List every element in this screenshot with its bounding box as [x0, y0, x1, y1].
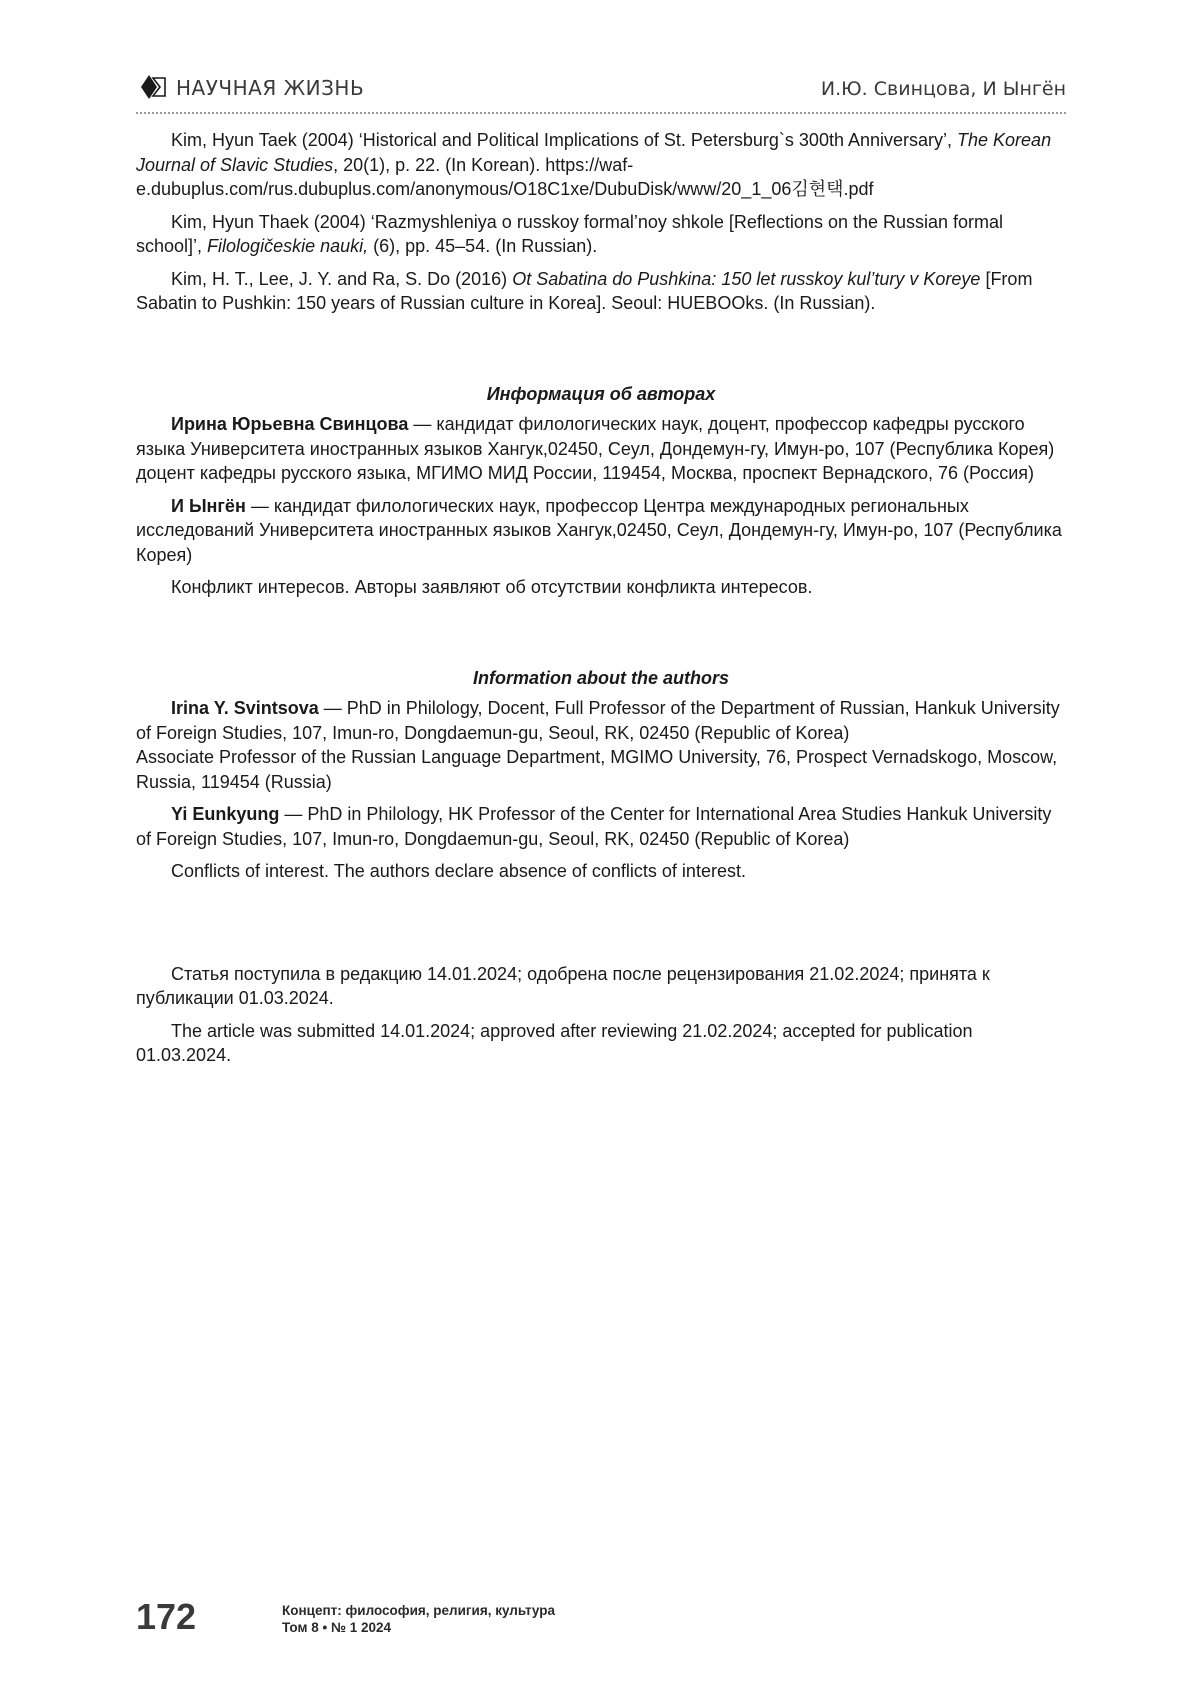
- dates-ru: Статья поступила в редакцию 14.01.2024; одобрена после рецензирования 21.02.2024; принята к публикации 01.03.2024.: [136, 963, 990, 1008]
- author-info: [136, 696, 1066, 745]
- reference-source: Ot Sabatina do Pushkina: 150 let russkoy kul’tury v Koreye: [512, 268, 981, 289]
- page-footer: [136, 1596, 1066, 1646]
- author-name: Yi Eunkyung: [171, 804, 280, 824]
- running-header: [136, 74, 1066, 114]
- author-details: — PhD in Philology, HK Professor of the Center for International Area Studies Hankuk University of Foreign Studies, 107, Imun-ro, Dongdaemun-gu, Seoul, RK, 02450 (Republic of Korea): [136, 804, 1052, 849]
- reference-text: , 20(1), p. 22. (In Korean). https://waf-e.dubuplus.com/rus.dubuplus.com/anonymous/O18C1xe/DubuDisk/www/20_1_06김현택.pdf: [136, 154, 874, 199]
- author-extra: Associate Professor of the Russian Language Department, MGIMO University, 76, Prospect Vernadskogo, Moscow, Russia, 119454 (Russia): [136, 747, 1058, 792]
- section-title-ru: Информация об авторах: [486, 383, 716, 404]
- section-title-en: Information about the authors: [473, 667, 729, 688]
- author-info: [136, 494, 1066, 568]
- reference-text: (6), pp. 45–54. (In Russian).: [368, 236, 598, 256]
- running-authors: И.Ю. Свинцова, И Ынгён: [820, 78, 1066, 100]
- author-details: — кандидат филологических наук, профессор Центра международных региональных исследований Университета иностранных языков Хангук,02450, Сеул, Дондемун-гу, Имун-ро, 107 (Республика Корея): [136, 495, 1062, 565]
- reference-item: [136, 210, 1066, 259]
- page-content: [136, 128, 1066, 1076]
- reference-text: Kim, Hyun Taek (2004) ‘Historical and Political Implications of St. Petersburg`s 300th Anniversary’,: [171, 130, 958, 150]
- author-info: [136, 412, 1066, 461]
- reference-source: Filologičeskie nauki,: [207, 236, 369, 256]
- author-extra: доцент кафедры русского языка, МГИМО МИД России, 119454, Москва, проспект Вернадского, 76 (Россия): [136, 463, 1035, 483]
- journal-issue: Том 8 • № 1 2024: [282, 1620, 392, 1635]
- author-details: — PhD in Philology, Docent, Full Professor of the Department of Russian, Hankuk University of Foreign Studies, 107, Imun-ro, Dongdaemun-gu, Seoul, RK, 02450 (Republic of Korea): [136, 698, 1060, 743]
- journal-logo-icon: [138, 74, 168, 100]
- article-dates: [136, 962, 1066, 1068]
- header-divider: [136, 112, 1066, 114]
- reference-item: [136, 128, 1066, 202]
- author-info: [136, 802, 1066, 851]
- author-name: Irina Y. Svintsova: [171, 698, 319, 718]
- authors-info-en: [136, 666, 1066, 884]
- reference-text: Kim, Hyun Thaek (2004) ‘Razmyshleniya o russkoy formal’noy shkole [Reflections on the Russian formal school]’,: [136, 211, 1004, 256]
- author-name: И Ынгён: [171, 495, 246, 516]
- conflict-statement: Conflicts of interest. The authors declare absence of conflicts of interest.: [171, 861, 746, 881]
- page-number: 172: [136, 1596, 197, 1637]
- journal-info: [282, 1602, 555, 1636]
- reference-text: [From Sabatin to Pushkin: 150 years of Russian culture in Korea]. Seoul: HUEBOOks. (In Russian).: [136, 268, 1033, 313]
- journal-title: Концепт: философия, религия, культура: [282, 1603, 556, 1618]
- author-details: — кандидат филологических наук, доцент, профессор кафедры русского языка Университета иностранных языков Хангук,02450, Сеул, Дондемун-гу, Имун-ро, 107 (Республика Корея): [136, 414, 1055, 459]
- dates-en: The article was submitted 14.01.2024; approved after reviewing 21.02.2024; accepted for publication 01.03.2024.: [136, 1020, 973, 1065]
- authors-info-ru: [136, 382, 1066, 600]
- reference-list: [136, 128, 1066, 316]
- conflict-statement: Конфликт интересов. Авторы заявляют об отсутствии конфликта интересов.: [171, 577, 813, 597]
- section-label: НАУЧНАЯ ЖИЗНЬ: [176, 76, 365, 100]
- reference-item: [136, 267, 1066, 316]
- author-name: Ирина Юрьевна Свинцова: [171, 414, 409, 434]
- reference-source: The Korean Journal of Slavic Studies: [136, 130, 1052, 175]
- reference-text: Kim, H. T., Lee, J. Y. and Ra, S. Do (2016): [171, 268, 513, 289]
